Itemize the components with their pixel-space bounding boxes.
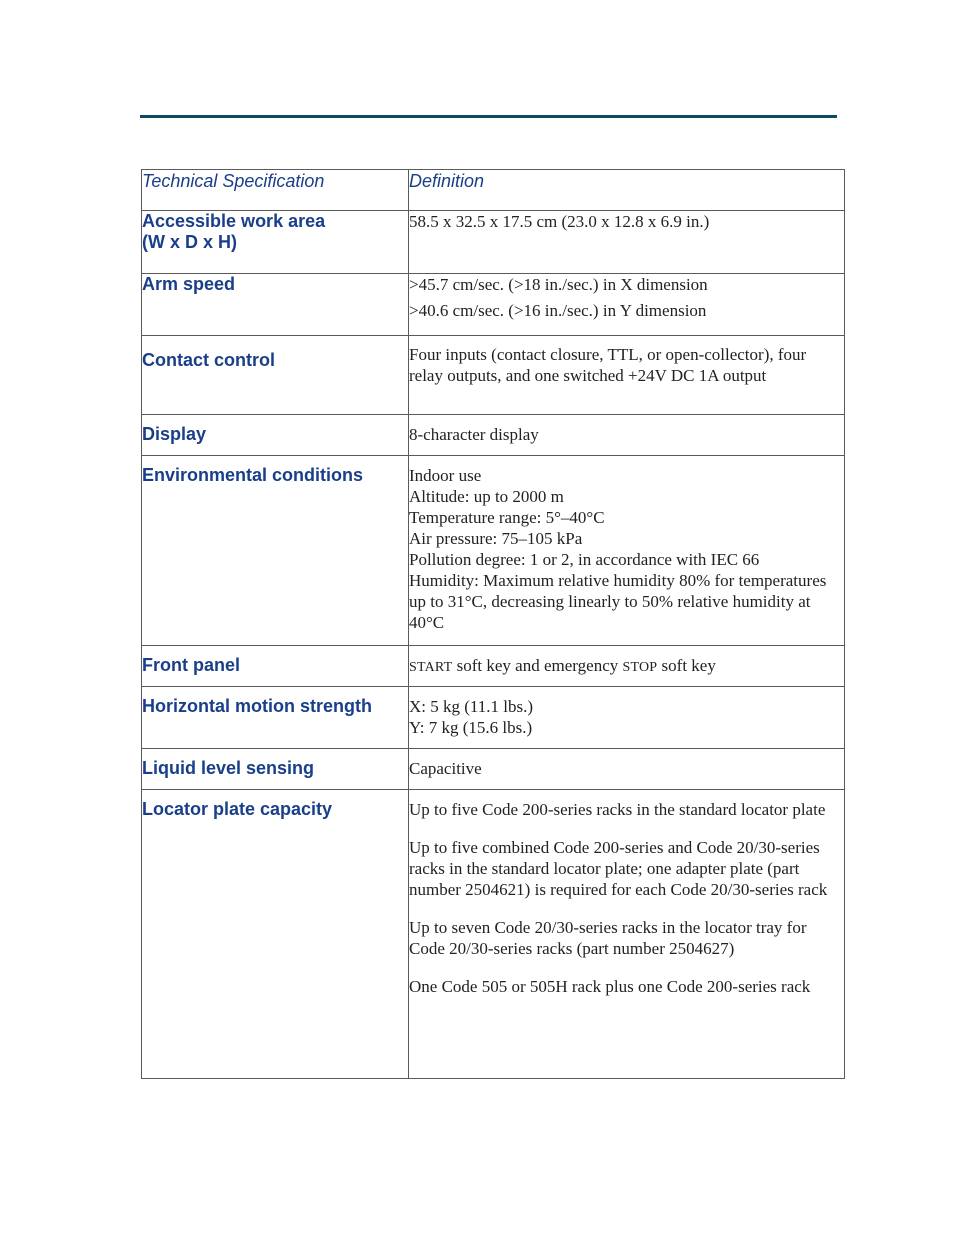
table-row [142, 415, 845, 456]
table-row [142, 456, 845, 646]
spec-definition: 58.5 x 32.5 x 17.5 cm (23.0 x 12.8 x 6.9 in.) [409, 211, 845, 274]
spec-name: Locator plate capacity [142, 790, 409, 1079]
spec-definition: X: 5 kg (11.1 lbs.) Y: 7 kg (15.6 lbs.) [409, 687, 845, 749]
spec-definition: Capacitive [409, 749, 845, 790]
spec-definition: START soft key and emergency STOP soft key [409, 646, 845, 687]
header-technical-specification: Technical Specification [142, 170, 409, 211]
table-row [142, 687, 845, 749]
spec-table [141, 169, 845, 1079]
table-row [142, 336, 845, 415]
spec-name: Front panel [142, 646, 409, 687]
spec-definition: Four inputs (contact closure, TTL, or open-collector), four relay outputs, and one switched +24V DC 1A output [409, 336, 845, 415]
header-rule [140, 115, 837, 118]
spec-name: Horizontal motion strength [142, 687, 409, 749]
spec-name: Contact control [142, 336, 409, 415]
table-row [142, 646, 845, 687]
spec-definition: Indoor use Altitude: up to 2000 m Temperature range: 5°–40°C Air pressure: 75–105 kPa Pollution degree: 1 or 2, in accordance with IEC 66 Humidity: Maximum relative humidity 80% for temperatures up to 31°C, decreasing linearly to 50% relative humidity at 40°C [409, 456, 845, 646]
table-row [142, 211, 845, 274]
spec-definition: 8-character display [409, 415, 845, 456]
spec-name: Accessible work area (W x D x H) [142, 211, 409, 274]
spec-name: Liquid level sensing [142, 749, 409, 790]
spec-name: Arm speed [142, 274, 409, 336]
table-header-row [142, 170, 845, 211]
table-row [142, 790, 845, 1079]
spec-name: Display [142, 415, 409, 456]
spec-definition: Up to five Code 200-series racks in the standard locator plate Up to five combined Code 200-series and Code 20/30-series racks in the standard locator plate; one adapter plate (part number 2504621) is required for each Code 20/30-series rack Up to seven Code 20/30-series racks in the locator tray for Code 20/30-series racks (part number 2504627) One Code 505 or 505H rack plus one Code 200-series rack [409, 790, 845, 1079]
table-row [142, 749, 845, 790]
spec-definition: >45.7 cm/sec. (>18 in./sec.) in X dimension >40.6 cm/sec. (>16 in./sec.) in Y dimension [409, 274, 845, 336]
spec-name: Environmental conditions [142, 456, 409, 646]
header-definition: Definition [409, 170, 845, 211]
table-row [142, 274, 845, 336]
